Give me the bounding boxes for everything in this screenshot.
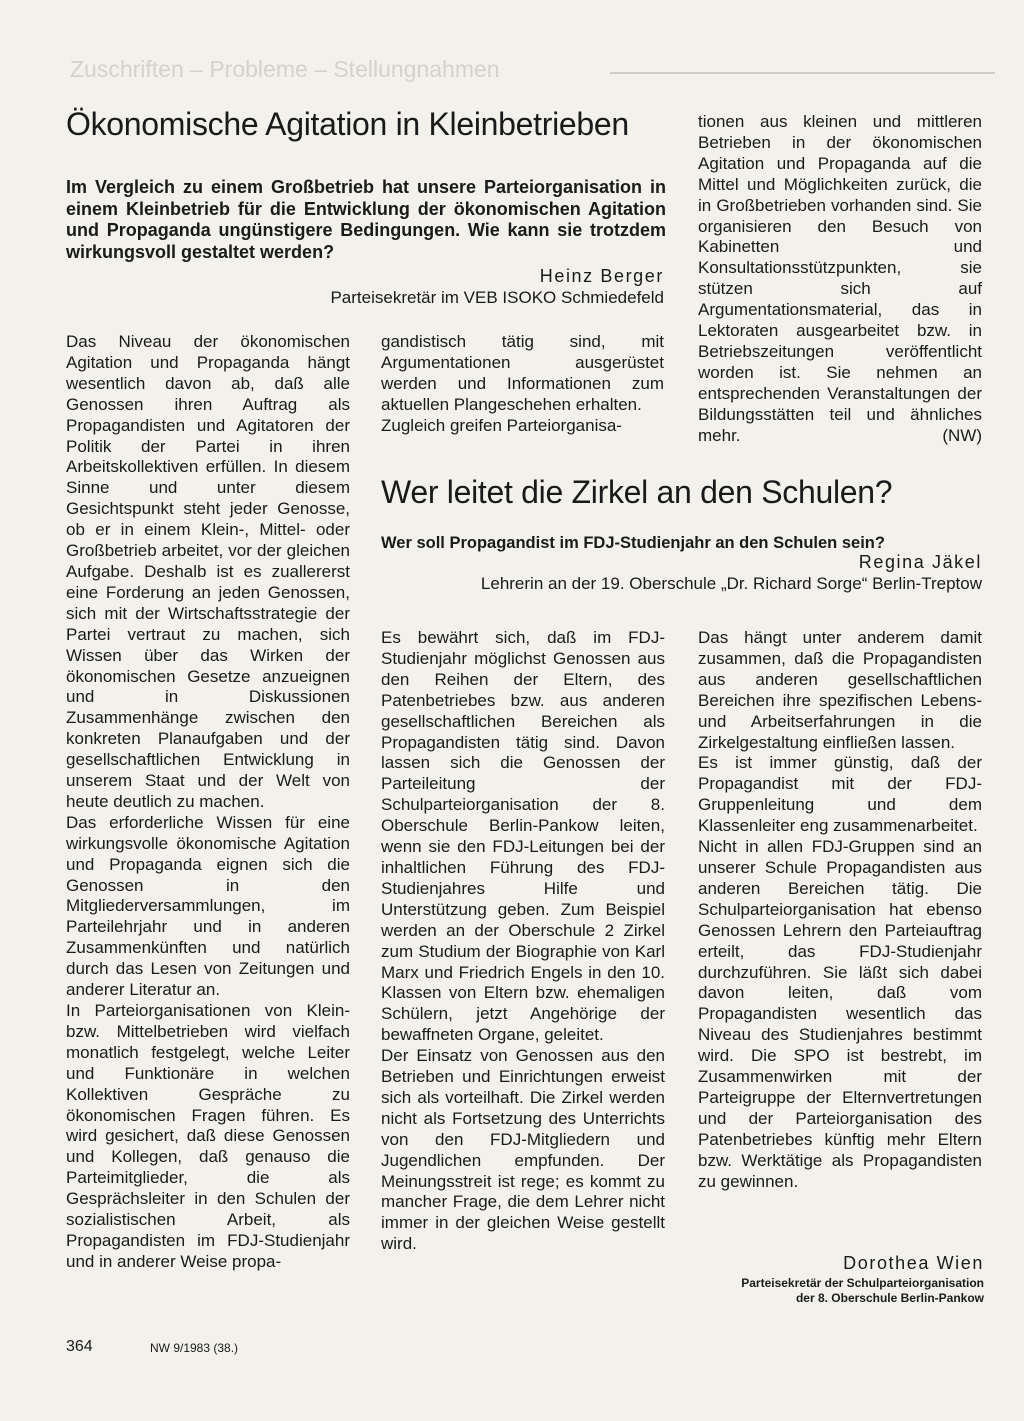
article1-questioner-role: Parteisekretär im VEB ISOKO Schmiedefeld xyxy=(330,288,664,307)
article1-col1-para-3: In Parteiorganisationen von Klein- bzw. Mittelbetrieben wird vielfach monatlich festgelegt, welche Leiter und Funktionäre in welchen Kollektiven Gespräche zu ökonomischen Fragen führen. Es wird gesichert, daß diese Genossen und Kollegen, daß genauso die Parteimitglieder, die als Gesprächsleiter in den Schulen der sozialistischen Arbeit, als Propagandisten im FDJ-Studienjahr und in anderer Weise propa- xyxy=(66,1001,350,1271)
article1-col3-para-1 xyxy=(698,112,982,447)
article2-col2-para-2: Es ist immer günstig, daß der Propagandist mit der FDJ-Gruppenleitung und dem Klassenleiter eng zusammenarbeitet. xyxy=(698,753,982,836)
issue-label: NW 9/1983 xyxy=(150,1341,211,1355)
article2-lead: Wer soll Propagandist im FDJ-Studienjahr an den Schulen sein? xyxy=(381,534,885,552)
article1-signoff: (NW) xyxy=(942,425,982,445)
article1-questioner-name: Heinz Berger xyxy=(539,266,664,286)
article2-answerer-role-line-1: Parteisekretär der Schulparteiorganisation xyxy=(741,1276,984,1290)
article2-col2-para-3: Nicht in allen FDJ-Gruppen sind an unserer Schule Propagandisten aus anderen Bereichen tätig. Die Schulparteiorganisation hat ebenso Genossen Lehrern den Parteiauftrag erteilt, das FDJ-Studienjahr durchzuführen. Sie läßt sich dabei davon leiten, daß vom Propagandisten wesentlich das Niveau des Studienjahres bestimmt wird. Die SPO ist bestrebt, im Zusammenwirken mit der Parteigruppe der Elternvertretungen und der Parteiorganisation des Patenbetriebes künftig mehr Eltern bzw. Werktätige als Propagandisten zu gewinnen. xyxy=(698,837,982,1191)
article1-col1-para-1: Das Niveau der ökonomischen Agitation und Propaganda hängt wesentlich davon ab, daß alle Genossen ihren Auftrag als Propagandisten und Agitatoren der Politik der Partei in ihren Arbeitskollektiven erfüllen. In diesem Sinne und unter diesem Gesichtspunkt steht jeder Genosse, ob er in einem Klein-, Mittel- oder Großbetrieb arbeitet, vor der gleichen Aufgabe. Deshalb ist es zuallererst eine Forderung an jeden Genossen, sich mit der Wirtschaftsstrategie der Partei vertraut zu machen, sich Wissen über das Wirken der ökonomischen Gesetze anzueignen und in Diskussionen Zusammenhänge zwischen den konkreten Planaufgaben und der gesellschaftlichen Entwicklung in unserem Staat und der Welt von heute deutlich zu machen. xyxy=(66,332,350,811)
article1-column-3 xyxy=(698,112,982,447)
article1-column-1 xyxy=(66,332,350,1273)
article2-answerer-role-line-2: der 8. Oberschule Berlin-Pankow xyxy=(795,1290,984,1305)
article1-col2-para-2: Zugleich greifen Parteiorganisa- xyxy=(381,415,622,435)
article2-col1-para-1: Es bewährt sich, daß im FDJ-Studienjahr möglichst Genossen aus den Reihen der Eltern, des Patenbetriebes bzw. aus anderen gesellschaftlichen Bereichen als Propagandisten tätig sind. Davon lassen sich die Genossen der Parteileitung der Schulparteiorganisation der 8. Oberschule Berlin-Pankow leiten, wenn sie den FDJ-Leitungen bei der inhaltlichen Führung des FDJ-Studienjahres Hilfe und Unterstützung geben. Zum Beispiel werden an der Oberschule 2 Zirkel zum Studium der Biographie von Karl Marx und Friedrich Engels in den 10. Klassen von Eltern bzw. ehemaligen Schülern, jetzt Angehörige der bewaffneten Organe, geleitet. xyxy=(381,628,665,1045)
page-number: 364 xyxy=(66,1338,93,1355)
article1-col2-para-1: gandistisch tätig sind, mit Argumentationen ausgerüstet werden und Informationen zum aktuellen Plangeschehen erhalten. xyxy=(381,332,664,414)
article2-answerer-name: Dorothea Wien xyxy=(843,1253,984,1273)
article2-col2-para-1: Das hängt unter anderem damit zusammen, daß die Propagandisten aus anderen gesellschaftlichen Bereichen ihre spezifischen Lebens- und Arbeitserfahrungen in die Zirkelgestaltung einfließen lassen. xyxy=(698,628,982,752)
article2-questioner-role: Lehrerin an der 19. Oberschule „Dr. Richard Sorge“ Berlin-Treptow xyxy=(480,574,982,593)
issue-sequence: (38.) xyxy=(213,1341,239,1355)
article1-lead: Im Vergleich zu einem Großbetrieb hat unsere Parteiorganisation in einem Kleinbetrieb für die Entwicklung der ökonomischen Agitation und Propaganda ungünstigere Bedingungen. Wie kann sie trotzdem wirkungsvoll gestaltet werden? xyxy=(66,177,666,262)
article2-answerer-role xyxy=(741,1276,984,1305)
article2-column-1 xyxy=(381,628,665,1255)
article1-col3-text: tionen aus kleinen und mittleren Betrieben in der ökonomischen Agitation und Propaganda auf die Mittel und Möglichkeiten zurück, die in Großbetrieben vorhanden sind. Sie organisieren den Besuch von Kabinetten und Konsultationsstützpunkten, sie stützen sich auf Argumentationsmaterial, das in Lektoraten ausgearbeitet bzw. in Betriebszeitungen veröffentlicht worden ist. Sie nehmen an entsprechenden Veranstaltungen der Bildungsstätten teil und ähnliches mehr. xyxy=(698,112,982,445)
running-head-rule xyxy=(610,72,995,74)
article1-col1-para-2: Das erforderliche Wissen für eine wirkungsvolle ökonomische Agitation und Propaganda eignen sich die Genossen in den Mitgliederversammlungen, im Parteilehrjahr und in anderen Zusammenkünften und natürlich durch das Lesen von Zeitungen und anderer Literatur an. xyxy=(66,812,350,1000)
issue-info xyxy=(150,1341,238,1355)
article2-questioner-name: Regina Jäkel xyxy=(858,552,982,572)
article1-title: Ökonomische Agitation in Kleinbetrieben xyxy=(66,106,629,142)
article2-col1-para-2: Der Einsatz von Genossen aus den Betrieben und Einrichtungen erweist sich als vorteilhaft. Die Zirkel werden nicht als Fortsetzung des Unterrichts von den FDJ-Mitgliedern und Jugendlichen empfunden. Der Meinungsstreit ist rege; es kommt zu mancher Frage, die dem Lehrer nicht immer in der gleichen Weise gestellt wird. xyxy=(381,1046,665,1254)
running-head: Zuschriften – Probleme – Stellungnahmen xyxy=(70,56,500,82)
article2-column-2 xyxy=(698,628,982,1192)
article2-title: Wer leitet die Zirkel an den Schulen? xyxy=(381,474,893,510)
article1-column-2 xyxy=(381,332,664,437)
